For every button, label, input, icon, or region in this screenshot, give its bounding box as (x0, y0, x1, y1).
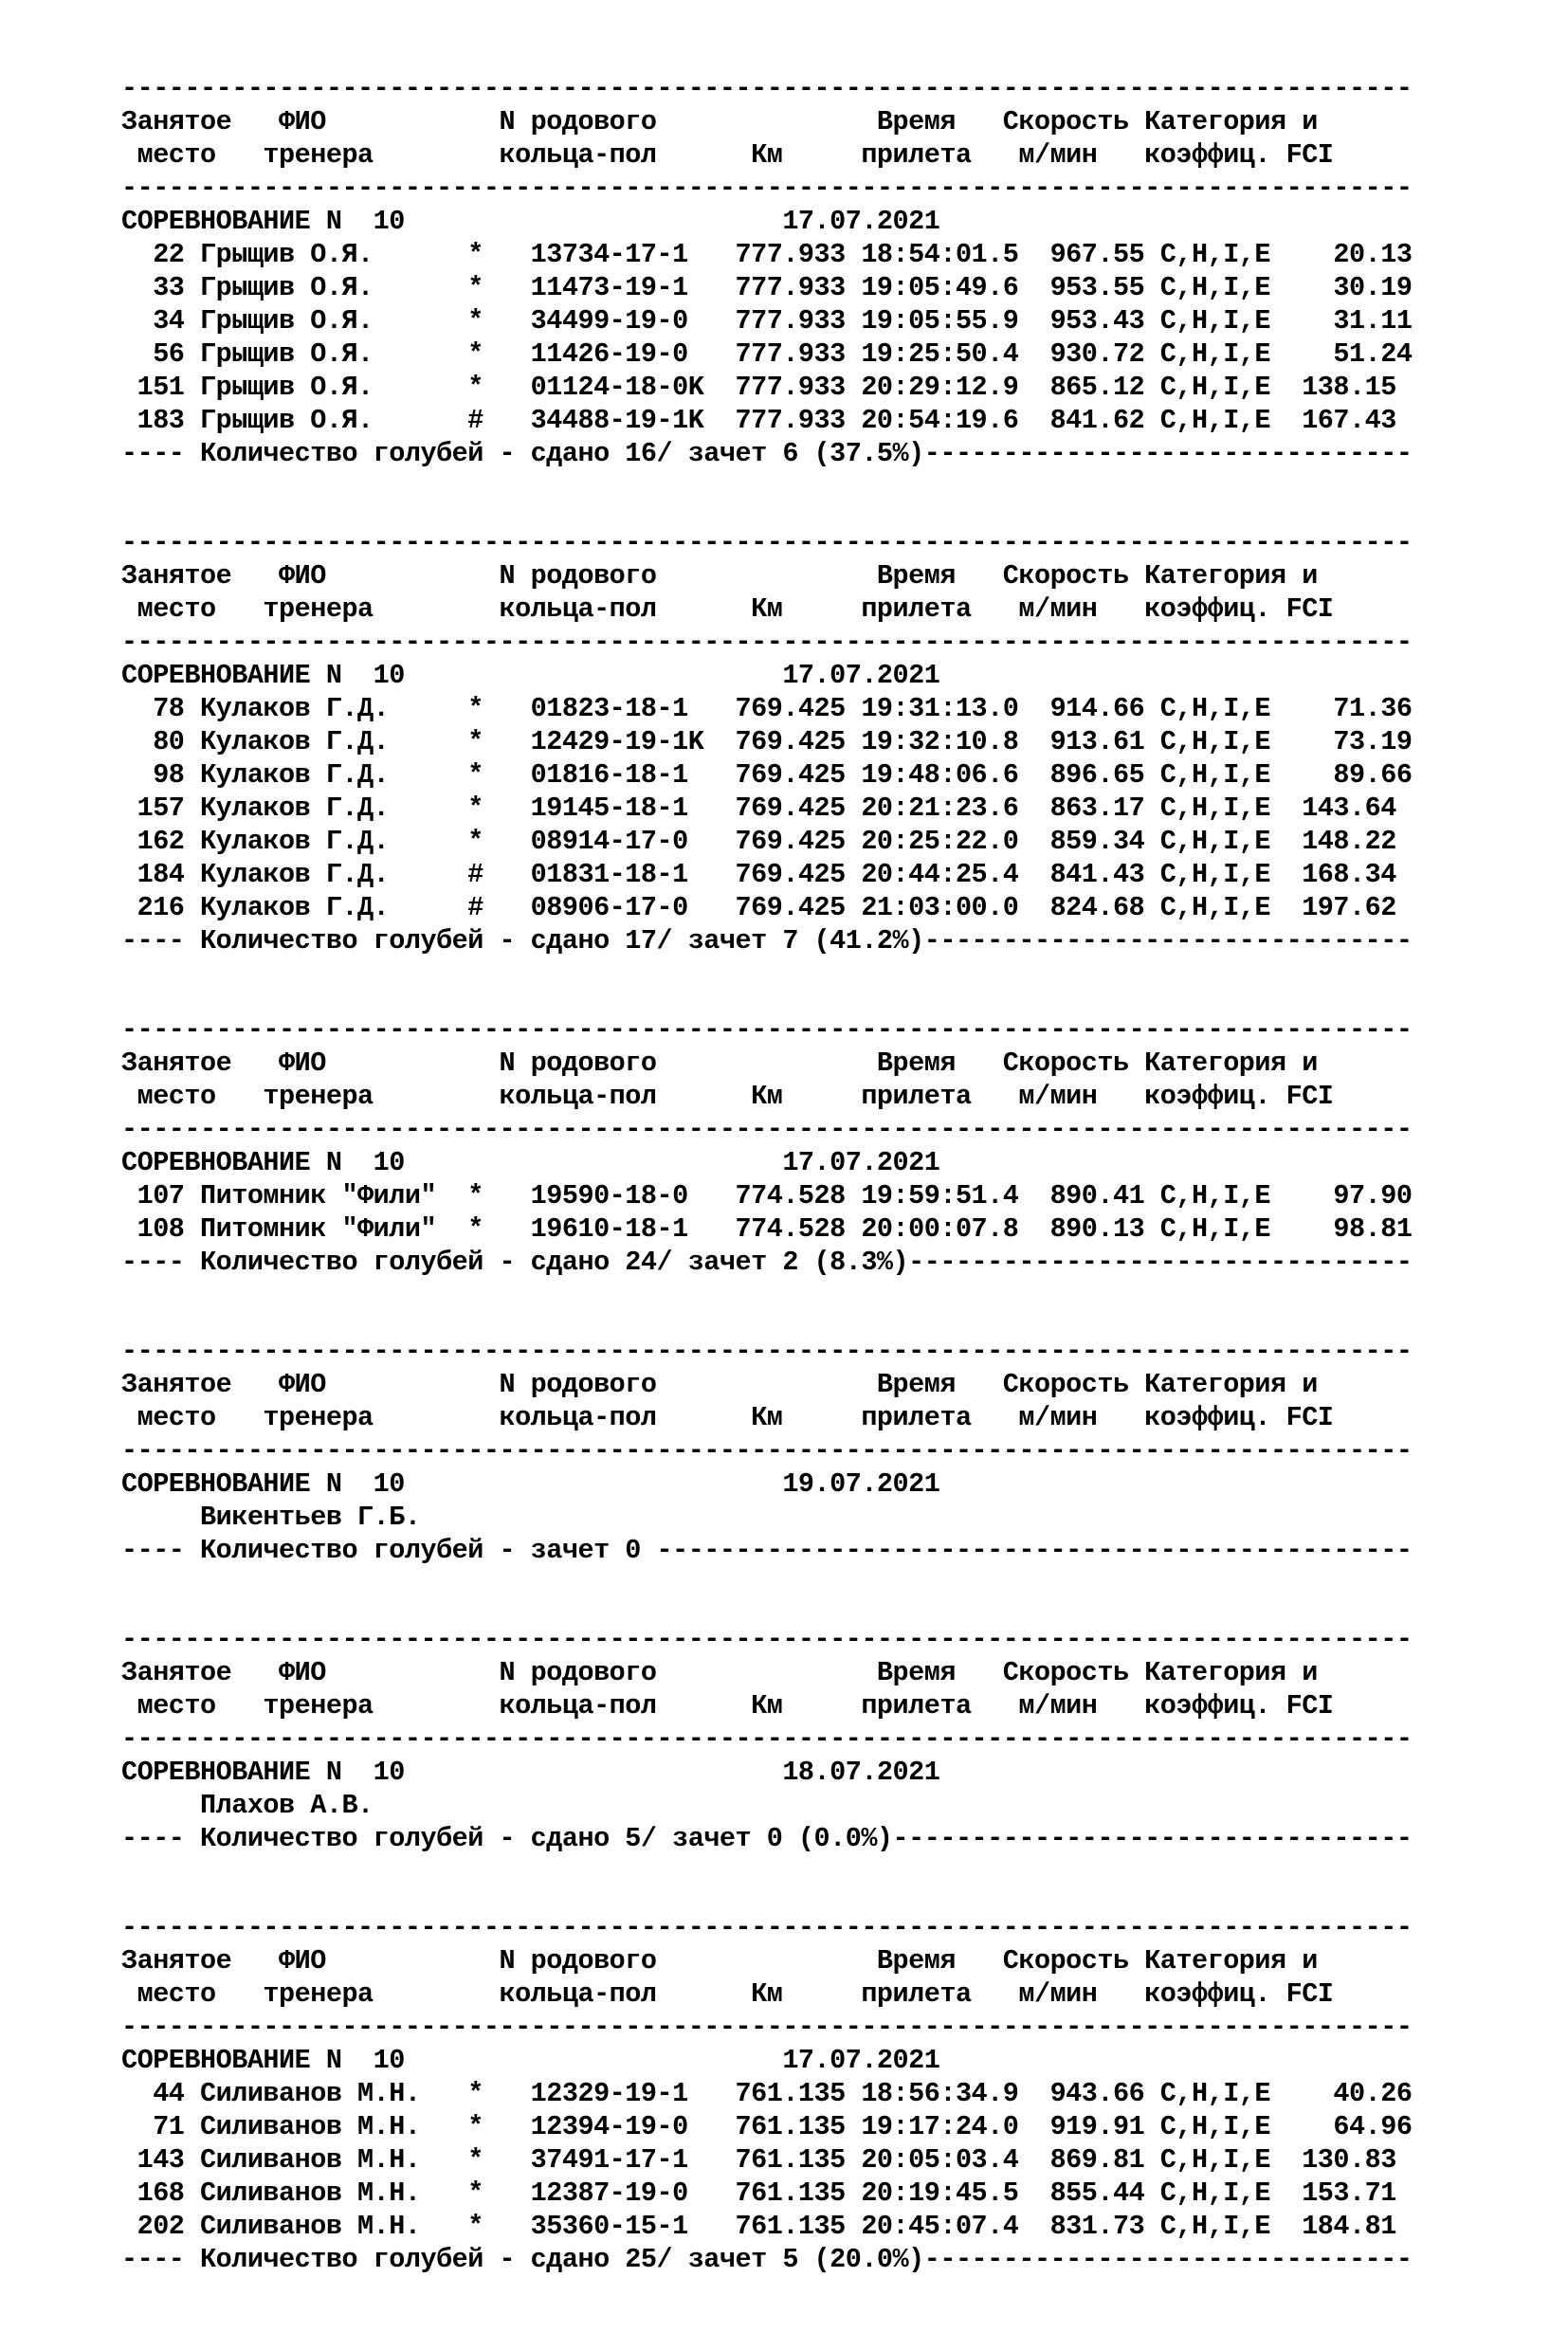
result-row: 143 Силиванов М.Н. * 37491-17-1 761.135 20:05:03.4 869.81 C,H,I,E 130.83 (121, 2144, 1396, 2176)
section-spacer (121, 2276, 1543, 2309)
competition-title: СОРЕВНОВАНИЕ N 10 17.07.2021 (121, 660, 940, 691)
competition-title: СОРЕВНОВАНИЕ N 10 17.07.2021 (121, 2045, 940, 2076)
section-spacer (121, 470, 1543, 503)
result-row: 44 Силиванов М.Н. * 12329-19-1 761.135 18:56:34.9 943.66 C,H,I,E 40.26 (121, 2078, 1413, 2109)
header-rule-top: ---------------------------------------------------------------------------------- (121, 1336, 1413, 1367)
result-row: 184 Кулаков Г.Д. # 01831-18-1 769.425 20:44:25.4 841.43 C,H,I,E 168.34 (121, 859, 1396, 890)
column-header-line-2: место тренера кольца-пол Км прилета м/мин коэффиц. FCI (121, 1690, 1334, 1722)
results-document (121, 72, 1543, 2332)
result-row: 71 Силиванов М.Н. * 12394-19-0 761.135 19:17:24.0 919.91 C,H,I,E 64.96 (121, 2111, 1413, 2142)
section-summary: ---- Количество голубей - сдано 24/ зачет 2 (8.3%)-------------------------------- (121, 1247, 1413, 1278)
column-header-line-1: Занятое ФИО N родового Время Скорость Категория и (121, 560, 1318, 592)
column-header-line-2: место тренера кольца-пол Км прилета м/мин коэффиц. FCI (121, 1402, 1334, 1433)
result-row: 34 Грыщив О.Я. * 34499-19-0 777.933 19:05:55.9 953.43 C,H,I,E 31.11 (121, 305, 1413, 337)
result-row: 108 Питомник "Фили" * 19610-18-1 774.528 20:00:07.8 890.13 C,H,I,E 98.81 (121, 1213, 1413, 1245)
column-header-line-2: место тренера кольца-пол Км прилета м/мин коэффиц. FCI (121, 593, 1334, 625)
result-row: 80 Кулаков Г.Д. * 12429-19-1K 769.425 19:32:10.8 913.61 C,H,I,E 73.19 (121, 726, 1413, 757)
result-row: 56 Грыщив О.Я. * 11426-19-0 777.933 19:25:50.4 930.72 C,H,I,E 51.24 (121, 338, 1413, 370)
header-rule-bottom: ---------------------------------------------------------------------------------- (121, 1723, 1413, 1755)
result-row: 22 Грыщив О.Я. * 13734-17-1 777.933 18:54:01.5 967.55 C,H,I,E 20.13 (121, 239, 1413, 270)
result-row: 98 Кулаков Г.Д. * 01816-18-1 769.425 19:48:06.6 896.65 C,H,I,E 89.66 (121, 759, 1413, 791)
section-summary: ---- Количество голубей - сдано 16/ зачет 6 (37.5%)------------------------------- (121, 438, 1413, 469)
competition-section (121, 1013, 1543, 1312)
header-rule-bottom: ---------------------------------------------------------------------------------- (121, 2012, 1413, 2043)
section-spacer (121, 1855, 1543, 1888)
result-row: 168 Силиванов М.Н. * 12387-19-0 761.135 20:19:45.5 855.44 C,H,I,E 153.71 (121, 2177, 1396, 2209)
competition-title: СОРЕВНОВАНИЕ N 10 17.07.2021 (121, 1147, 940, 1178)
result-row: Плахов А.В. (121, 1790, 374, 1821)
competition-section (121, 1623, 1543, 1888)
header-rule-top: ---------------------------------------------------------------------------------- (121, 73, 1413, 104)
column-header-line-2: место тренера кольца-пол Км прилета м/мин коэффиц. FCI (121, 1978, 1334, 2010)
header-rule-top: ---------------------------------------------------------------------------------- (121, 1014, 1413, 1046)
header-rule-top: ---------------------------------------------------------------------------------- (121, 527, 1413, 558)
competition-title: СОРЕВНОВАНИЕ N 10 19.07.2021 (121, 1468, 940, 1500)
result-row: 33 Грыщив О.Я. * 11473-19-1 777.933 19:05:49.6 953.55 C,H,I,E 30.19 (121, 272, 1413, 303)
result-row: 151 Грыщив О.Я. * 01124-18-0K 777.933 20:29:12.9 865.12 C,H,I,E 138.15 (121, 372, 1396, 403)
competition-section (121, 72, 1543, 503)
result-row: 216 Кулаков Г.Д. # 08906-17-0 769.425 21:03:00.0 824.68 C,H,I,E 197.62 (121, 892, 1396, 923)
competition-title: СОРЕВНОВАНИЕ N 10 18.07.2021 (121, 1757, 940, 1788)
section-summary: ---- Количество голубей - сдано 5/ зачет 0 (0.0%)--------------------------------- (121, 1823, 1413, 1854)
competition-title: СОРЕВНОВАНИЕ N 10 17.07.2021 (121, 206, 940, 237)
section-summary: ---- Количество голубей - сдано 25/ зачет 5 (20.0%)------------------------------- (121, 2244, 1413, 2275)
competition-section (121, 526, 1543, 991)
header-rule-top: ---------------------------------------------------------------------------------- (121, 1624, 1413, 1655)
column-header-line-1: Занятое ФИО N родового Время Скорость Категория и (121, 1945, 1318, 1977)
column-header-line-2: место тренера кольца-пол Км прилета м/мин коэффиц. FCI (121, 139, 1334, 171)
column-header-line-1: Занятое ФИО N родового Время Скорость Категория и (121, 1657, 1318, 1688)
result-row: Викентьев Г.Б. (121, 1502, 421, 1533)
column-header-line-1: Занятое ФИО N родового Время Скорость Категория и (121, 106, 1318, 137)
column-header-line-1: Занятое ФИО N родового Время Скорость Категория и (121, 1369, 1318, 1400)
header-rule-top: ---------------------------------------------------------------------------------- (121, 1912, 1413, 1943)
result-row: 157 Кулаков Г.Д. * 19145-18-1 769.425 20:21:23.6 863.17 C,H,I,E 143.64 (121, 793, 1396, 824)
column-header-line-1: Занятое ФИО N родового Время Скорость Категория и (121, 1048, 1318, 1079)
section-spacer (121, 957, 1543, 991)
competition-section (121, 1335, 1543, 1600)
competition-section (121, 1911, 1543, 2309)
header-rule-bottom: ---------------------------------------------------------------------------------- (121, 1435, 1413, 1467)
result-row: 78 Кулаков Г.Д. * 01823-18-1 769.425 19:31:13.0 914.66 C,H,I,E 71.36 (121, 693, 1413, 724)
section-spacer (121, 1279, 1543, 1312)
section-summary: ---- Количество голубей - зачет 0 ------------------------------------------------ (121, 1535, 1413, 1566)
section-summary: ---- Количество голубей - сдано 17/ зачет 7 (41.2%)------------------------------- (121, 925, 1413, 956)
result-row: 202 Силиванов М.Н. * 35360-15-1 761.135 20:45:07.4 831.73 C,H,I,E 184.81 (121, 2211, 1396, 2242)
result-row: 162 Кулаков Г.Д. * 08914-17-0 769.425 20:25:22.0 859.34 C,H,I,E 148.22 (121, 826, 1396, 857)
header-rule-bottom: ---------------------------------------------------------------------------------- (121, 1114, 1413, 1145)
header-rule-bottom: ---------------------------------------------------------------------------------- (121, 173, 1413, 204)
result-row: 107 Питомник "Фили" * 19590-18-0 774.528 19:59:51.4 890.41 C,H,I,E 97.90 (121, 1180, 1413, 1212)
result-row: 183 Грыщив О.Я. # 34488-19-1K 777.933 20:54:19.6 841.62 C,H,I,E 167.43 (121, 405, 1396, 436)
header-rule-bottom: ---------------------------------------------------------------------------------- (121, 627, 1413, 658)
section-spacer (121, 1567, 1543, 1600)
column-header-line-2: место тренера кольца-пол Км прилета м/мин коэффиц. FCI (121, 1081, 1334, 1112)
